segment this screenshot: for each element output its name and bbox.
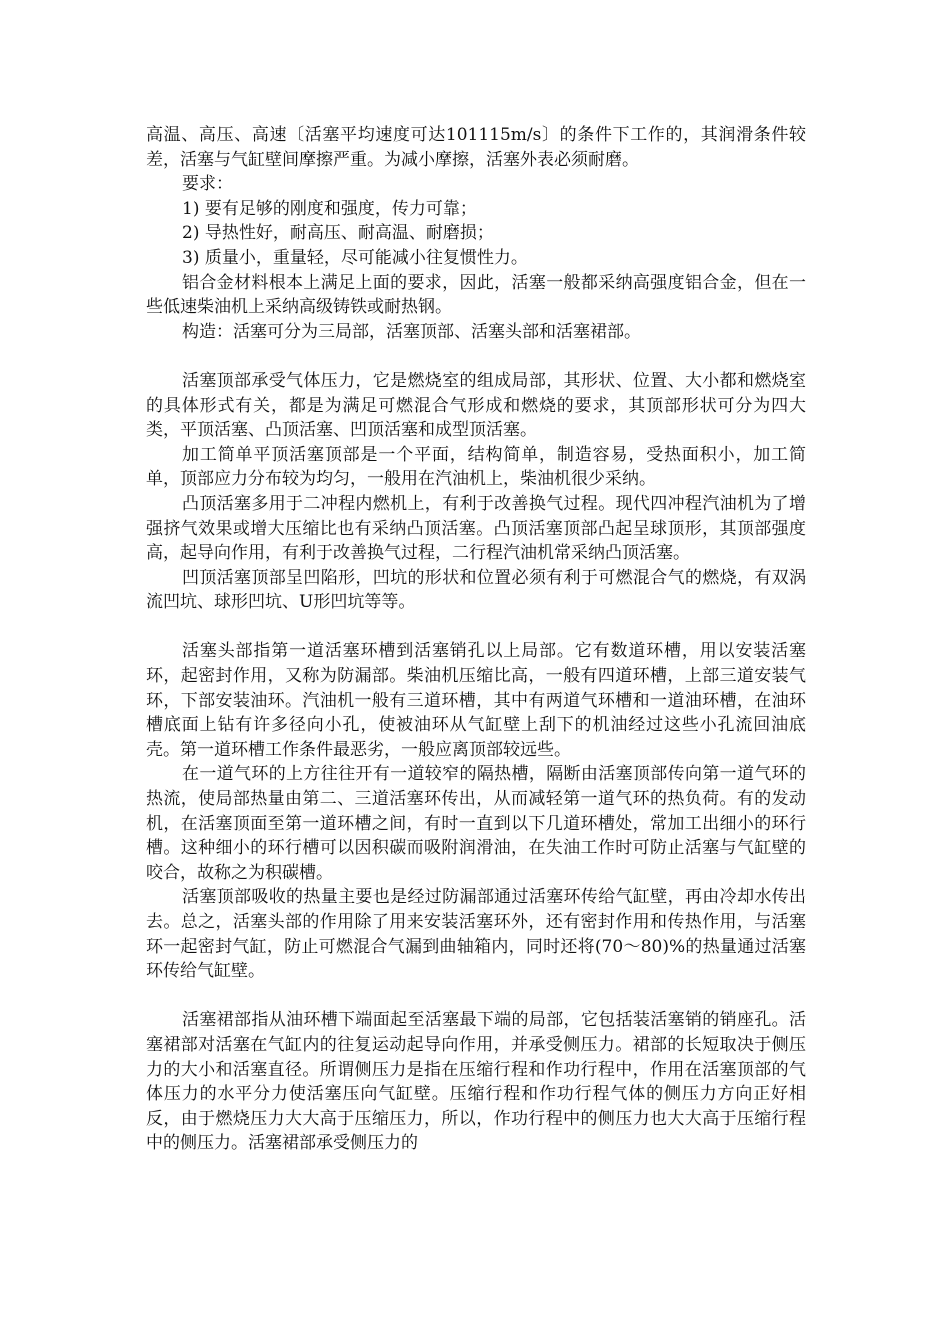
requirement-item: 2) 导热性好，耐高压、耐高温、耐磨损； (182, 223, 494, 244)
paragraph-piston-top: 活塞顶部承受气体压力，它是燃烧室的组成局部，其形状、位置、大小都和燃烧室的具体形式有关，都是为满足可燃混合气形成和燃烧的要求，其顶部形状可分为四大类，平顶活塞、凸顶活塞、凹顶活塞和成型顶活塞。 (146, 370, 806, 441)
requirement-item: 3) 质量小，重量轻，尽可能减小往复惯性力。 (182, 247, 528, 268)
paragraph-convex-top: 凸顶活塞多用于二冲程内燃机上，有利于改善换气过程。现代四冲程汽油机为了增强挤气效果或增大压缩比也有采纳凸顶活塞。凸顶活塞顶部凸起呈球顶形，其顶部强度高，起导向作用，有利于改善换气过程，二行程汽油机常采纳凸顶活塞。 (146, 493, 806, 564)
paragraph-piston-skirt: 活塞裙部指从油环槽下端面起至活塞最下端的局部，它包括装活塞销的销座孔。活塞裙部对活塞在气缸内的往复运动起导向作用，并承受侧压力。裙部的长短取决于侧压力的大小和活塞直径。所谓侧压力是指在压缩行程和作功行程中，作用在活塞顶部的气体压力的水平分力使活塞压向气缸壁。压缩行程和作功行程气体的侧压力方向正好相反，由于燃烧压力大大高于压缩压力，所以，作功行程中的侧压力也大大高于压缩行程中的侧压力。活塞裙部承受侧压力的 (146, 1010, 806, 1154)
paragraph-concave-top: 凹顶活塞顶部呈凹陷形，凹坑的形状和位置必须有利于可燃混合气的燃烧，有双涡流凹坑、球形凹坑、U形凹坑等等。 (146, 567, 806, 613)
paragraph-gap (146, 615, 806, 640)
document-body (146, 123, 806, 1156)
paragraph-gap (146, 344, 806, 369)
paragraph-flat-top: 加工简单平顶活塞顶部是一个平面，结构简单，制造容易，受热面积小，加工简单，顶部应力分布较为均匀，一般用在汽油机上，柴油机很少采纳。 (146, 444, 806, 490)
paragraph-structure: 构造：活塞可分为三局部，活塞顶部、活塞头部和活塞裙部。 (182, 321, 641, 342)
paragraph-material: 铝合金材料根本上满足上面的要求，因此，活塞一般都采纳高强度铝合金，但在一些低速柴油机上采纳高级铸铁或耐热钢。 (146, 272, 806, 318)
paragraph-heat-groove: 在一道气环的上方往往开有一道较窄的隔热槽，隔断由活塞顶部传向第一道气环的热流，使局部热量由第二、三道活塞环传出，从而减轻第一道气环的热负荷。有的发动机，在活塞顶面至第一道环槽之间，有时一直到以下几道环槽处，常加工出细小的环行槽。这种细小的环行槽可以因积碳而吸附润滑油，在失油工作时可防止活塞与气缸壁的咬合，故称之为积碳槽。 (146, 764, 806, 883)
paragraph-gap (146, 984, 806, 1009)
requirement-item: 1) 要有足够的刚度和强度，传力可靠； (182, 198, 477, 219)
paragraph-heat-transfer: 活塞顶部吸收的热量主要也是经过防漏部通过活塞环传给气缸壁，再由冷却水传出去。总之，活塞头部的作用除了用来安装活塞环外，还有密封作用和传热作用，与活塞环一起密封气缸，防止可燃混合气漏到曲轴箱内，同时还将(70～80)%的热量通过活塞环传给气缸壁。 (146, 887, 806, 982)
requirements-heading: 要求： (182, 174, 233, 195)
paragraph-continuation: 高温、高压、高速〔活塞平均速度可达101115m/s〕的条件下工作的，其润滑条件较差，活塞与气缸壁间摩擦严重。为减小摩擦，活塞外表必须耐磨。 (146, 125, 806, 170)
paragraph-piston-head: 活塞头部指第一道活塞环槽到活塞销孔以上局部。它有数道环槽，用以安装活塞环，起密封作用，又称为防漏部。柴油机压缩比高，一般有四道环槽，上部三道安装气环，下部安装油环。汽油机一般有三道环槽，其中有两道气环槽和一道油环槽，在油环槽底面上钻有许多径向小孔，使被油环从气缸壁上刮下的机油经过这些小孔流回油底壳。第一道环槽工作条件最恶劣，一般应离顶部较远些。 (146, 641, 806, 760)
